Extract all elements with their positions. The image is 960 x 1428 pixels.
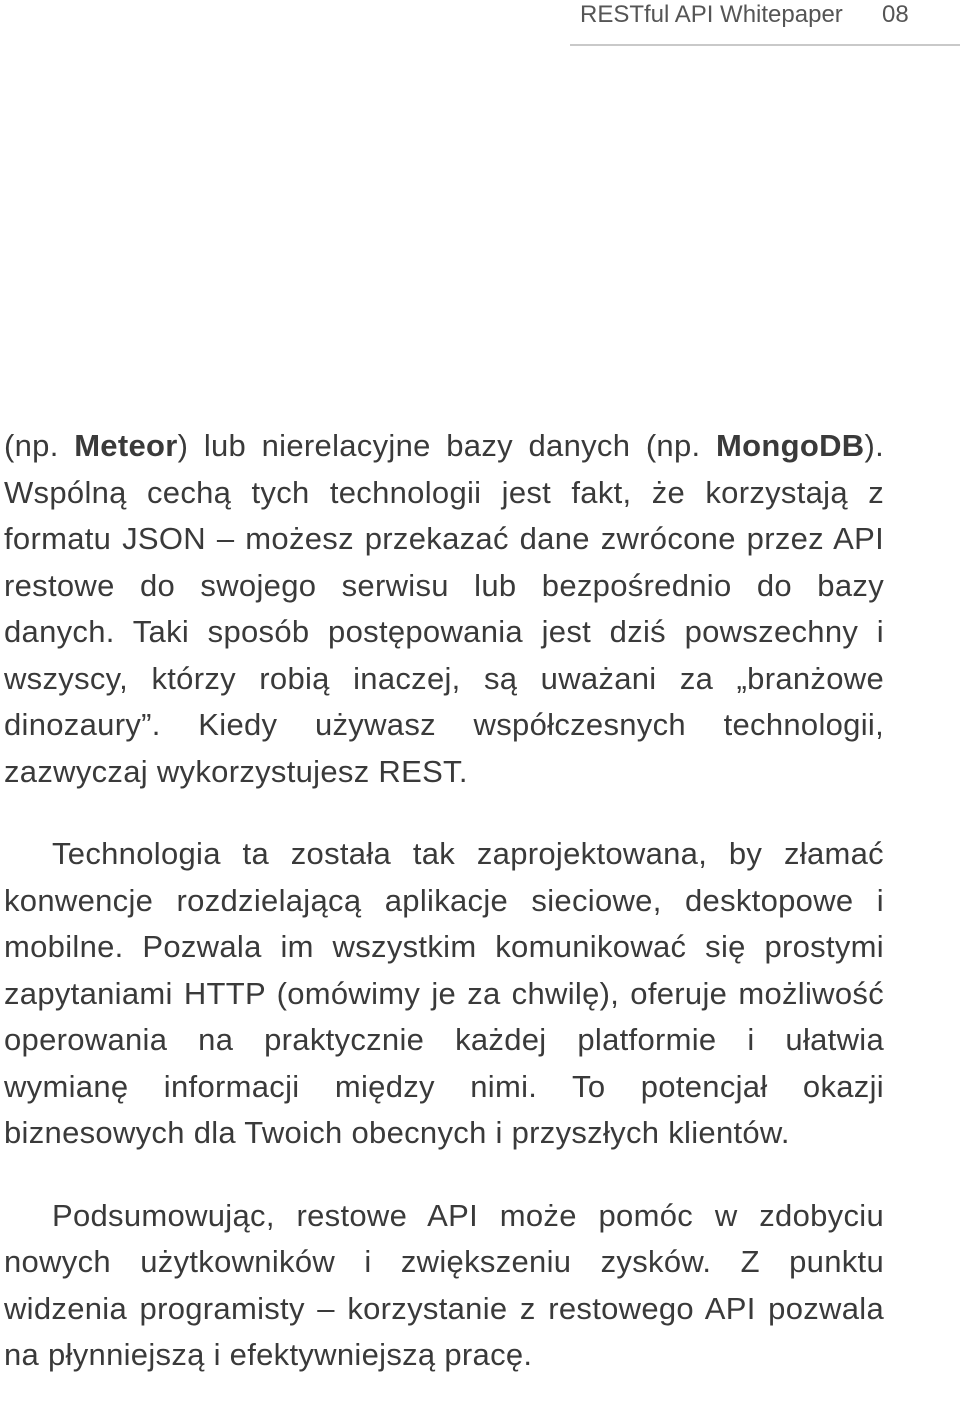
bold-term-meteor: Meteor — [74, 428, 178, 463]
page-number: 08 — [882, 1, 909, 28]
text-segment: ). Wspólną cechą tych technologii jest fakt, że korzystają z formatu JSON – możesz przekazać dane zwrócone przez API restowe do swojego serwisu lub bezpośrednio do bazy danych. Taki sposób postępowania jest dziś powszechny i wszyscy, którzy robią inaczej, są uważani za „branżowe dinozaury”. Kiedy używasz współczesnych technologii, zazwyczaj wykorzystujesz REST. — [4, 428, 884, 789]
text-segment: ) lub nierelacyjne bazy danych (np. — [177, 428, 716, 463]
text-segment: (np. — [4, 428, 75, 463]
paragraph-continuation — [4, 423, 884, 795]
paragraph-technology: Technologia ta została tak zaprojektowana, by złamać konwencje rozdzielającą aplikacje sieciowe, desktopowe i mobilne. Pozwala im wszystkim komunikować się prostymi zapytaniami HTTP (omówimy je za chwilę), oferuje możliwość operowania na praktycznie każdej platformie i ułatwia wymianę informacji między nimi. To potencjał okazji biznesowych dla Twoich obecnych i przyszłych klientów. — [4, 836, 884, 1150]
paragraph-summary: Podsumowując, restowe API może pomóc w zdobyciu nowych użytkowników i zwiększeniu zysków. Z punktu widzenia programisty – korzystanie z restowego API pozwala na płynniejszą i efektywniejszą pracę. — [4, 1197, 884, 1372]
bold-term-mongodb: MongoDB — [716, 428, 865, 463]
document-title: RESTful API Whitepaper — [580, 1, 843, 28]
page-header — [570, 0, 960, 46]
body-text — [4, 423, 884, 1379]
